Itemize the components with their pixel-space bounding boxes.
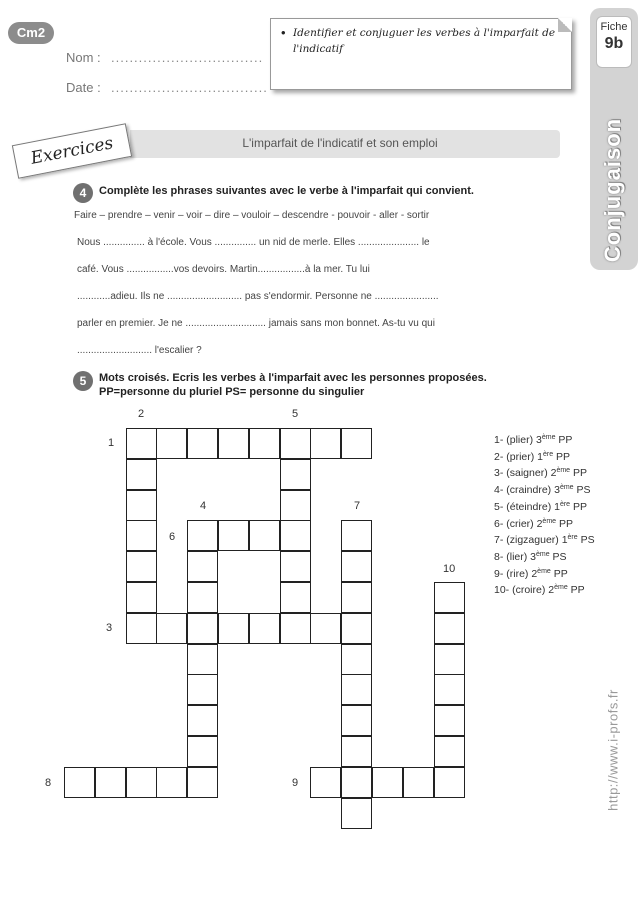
clue-number-7: 7: [354, 500, 361, 512]
clue-item: 10- (croire) 2ème PP: [494, 584, 585, 597]
crossword-cell[interactable]: [310, 613, 341, 644]
crossword-cell[interactable]: [341, 705, 372, 736]
crossword-cell[interactable]: [126, 582, 157, 613]
subject-label: Conjugaison: [600, 117, 625, 263]
crossword-cell[interactable]: [434, 705, 465, 736]
crossword-cell[interactable]: [249, 520, 280, 551]
crossword-cell[interactable]: [187, 613, 218, 644]
crossword-cell[interactable]: [434, 674, 465, 705]
fiche-label: Fiche: [600, 21, 628, 33]
clue-number-9: 9: [292, 777, 299, 789]
crossword-cell[interactable]: [64, 767, 95, 798]
fill-line-5[interactable]: ........................... l'escalier ?: [77, 345, 202, 356]
crossword-cell[interactable]: [280, 428, 311, 459]
exercices-tag: [12, 123, 132, 179]
fill-line-3[interactable]: ............adieu. Ils ne ........................... pas s'endormir. Personne ne .......................: [77, 291, 439, 302]
crossword-cell[interactable]: [280, 459, 311, 490]
crossword-cell[interactable]: [126, 767, 157, 798]
crossword-cell[interactable]: [187, 736, 218, 767]
exercise-5-legend: PP=personne du pluriel PS= personne du singulier: [99, 386, 365, 398]
crossword-cell[interactable]: [280, 490, 311, 521]
crossword-cell[interactable]: [434, 644, 465, 675]
exercise-5-instruction: Mots croisés. Ecris les verbes à l'imparfait avec les personnes proposées.: [99, 372, 487, 384]
crossword-cell[interactable]: [126, 490, 157, 521]
crossword-cell[interactable]: [187, 428, 218, 459]
crossword-cell[interactable]: [218, 613, 249, 644]
crossword-cell[interactable]: [341, 767, 372, 798]
crossword-cell[interactable]: [156, 428, 187, 459]
crossword-cell[interactable]: [434, 582, 465, 613]
exercise-4-instruction: Complète les phrases suivantes avec le verbe à l'imparfait qui convient.: [99, 185, 474, 197]
clue-item: 5- (éteindre) 1ère PP: [494, 500, 588, 513]
crossword-cell[interactable]: [187, 582, 218, 613]
crossword-cell[interactable]: [187, 674, 218, 705]
fill-line-2[interactable]: café. Vous .................vos devoirs. Martin.................à la mer. Tu lui: [77, 264, 370, 275]
crossword-cell[interactable]: [249, 428, 280, 459]
bullet-icon: •: [281, 25, 286, 40]
crossword-cell[interactable]: [434, 613, 465, 644]
crossword-cell[interactable]: [126, 613, 157, 644]
exercices-tag-label: Exercices: [29, 133, 115, 169]
crossword-cell[interactable]: [434, 736, 465, 767]
crossword-cell[interactable]: [341, 736, 372, 767]
crossword-cell[interactable]: [156, 613, 187, 644]
crossword-cell[interactable]: [187, 767, 218, 798]
clue-item: 8- (lier) 3ème PS: [494, 550, 567, 563]
exercise-5-number: 5: [73, 371, 93, 391]
fill-line-1[interactable]: Nous ............... à l'école. Vous ............... un nid de merle. Elles ...................... le: [77, 237, 430, 248]
fiche-box: [596, 16, 632, 68]
clue-number-2: 2: [138, 408, 145, 420]
crossword-cell[interactable]: [341, 428, 372, 459]
crossword-cell[interactable]: [434, 767, 465, 798]
clue-number-3: 3: [106, 622, 113, 634]
clue-item: 1- (plier) 3ème PP: [494, 434, 573, 446]
clue-item: 9- (rire) 2ème PP: [494, 567, 568, 580]
crossword-cell[interactable]: [403, 767, 434, 798]
clue-item: 4- (craindre) 3ème PS: [494, 484, 591, 497]
site-url: http://www.i-profs.fr: [605, 689, 621, 811]
crossword-cell[interactable]: [126, 520, 157, 551]
crossword-cell[interactable]: [341, 520, 372, 551]
page-fold-icon: [558, 18, 572, 32]
crossword-cell[interactable]: [126, 428, 157, 459]
clue-item: 7- (zigzaguer) 1ère PS: [494, 534, 595, 547]
crossword-cell[interactable]: [310, 767, 341, 798]
crossword-cell[interactable]: [310, 428, 341, 459]
clue-number-10: 10: [443, 563, 456, 575]
crossword-cell[interactable]: [249, 613, 280, 644]
section-title: L'imparfait de l'indicatif et son emploi: [242, 136, 438, 150]
clue-number-4: 4: [200, 500, 207, 512]
exercise-4-number: 4: [73, 183, 93, 203]
crossword-cell[interactable]: [95, 767, 126, 798]
crossword-cell[interactable]: [187, 520, 218, 551]
crossword-cell[interactable]: [187, 551, 218, 582]
crossword-cell[interactable]: [218, 428, 249, 459]
crossword-cell[interactable]: [126, 459, 157, 490]
crossword-cell[interactable]: [218, 520, 249, 551]
clue-item: 6- (crier) 2ème PP: [494, 517, 573, 530]
date-label: Date :: [66, 80, 101, 95]
crossword-cell[interactable]: [341, 644, 372, 675]
clue-number-5: 5: [292, 408, 299, 420]
crossword-cell[interactable]: [187, 644, 218, 675]
crossword-cell[interactable]: [341, 798, 372, 829]
crossword-cell[interactable]: [126, 551, 157, 582]
crossword-cell[interactable]: [280, 520, 311, 551]
fill-line-4[interactable]: parler en premier. Je ne ............................. jamais sans mon bonnet. As-tu vu qui: [77, 318, 435, 329]
crossword-cell[interactable]: [372, 767, 403, 798]
clue-number-8: 8: [45, 777, 52, 789]
crossword-cell[interactable]: [341, 551, 372, 582]
crossword-cell[interactable]: [341, 582, 372, 613]
clue-number-6: 6: [169, 531, 176, 543]
verb-list: Faire – prendre – venir – voir – dire – vouloir – descendre - pouvoir - aller - sortir: [74, 210, 430, 221]
crossword-cell[interactable]: [341, 613, 372, 644]
clue-list: [494, 431, 595, 598]
crossword-cell[interactable]: [156, 767, 187, 798]
crossword-cell[interactable]: [280, 582, 311, 613]
date-field[interactable]: ..................................: [111, 80, 268, 95]
crossword-cell[interactable]: [280, 551, 311, 582]
crossword-cell[interactable]: [280, 613, 311, 644]
clue-item: 3- (saigner) 2ème PP: [494, 467, 588, 480]
name-label: Nom :: [66, 50, 101, 65]
clue-item: 2- (prier) 1ère PP: [494, 450, 571, 463]
objective-box: [270, 18, 572, 90]
name-field[interactable]: .................................: [111, 50, 264, 65]
fiche-number: 9b: [604, 35, 624, 52]
crossword-cell[interactable]: [187, 705, 218, 736]
clue-number-1: 1: [108, 437, 115, 449]
crossword-cell[interactable]: [341, 674, 372, 705]
objective-text: Identifier et conjuguer les verbes à l'imparfait de l'indicatif: [293, 27, 556, 55]
level-badge: Cm2: [8, 22, 54, 44]
